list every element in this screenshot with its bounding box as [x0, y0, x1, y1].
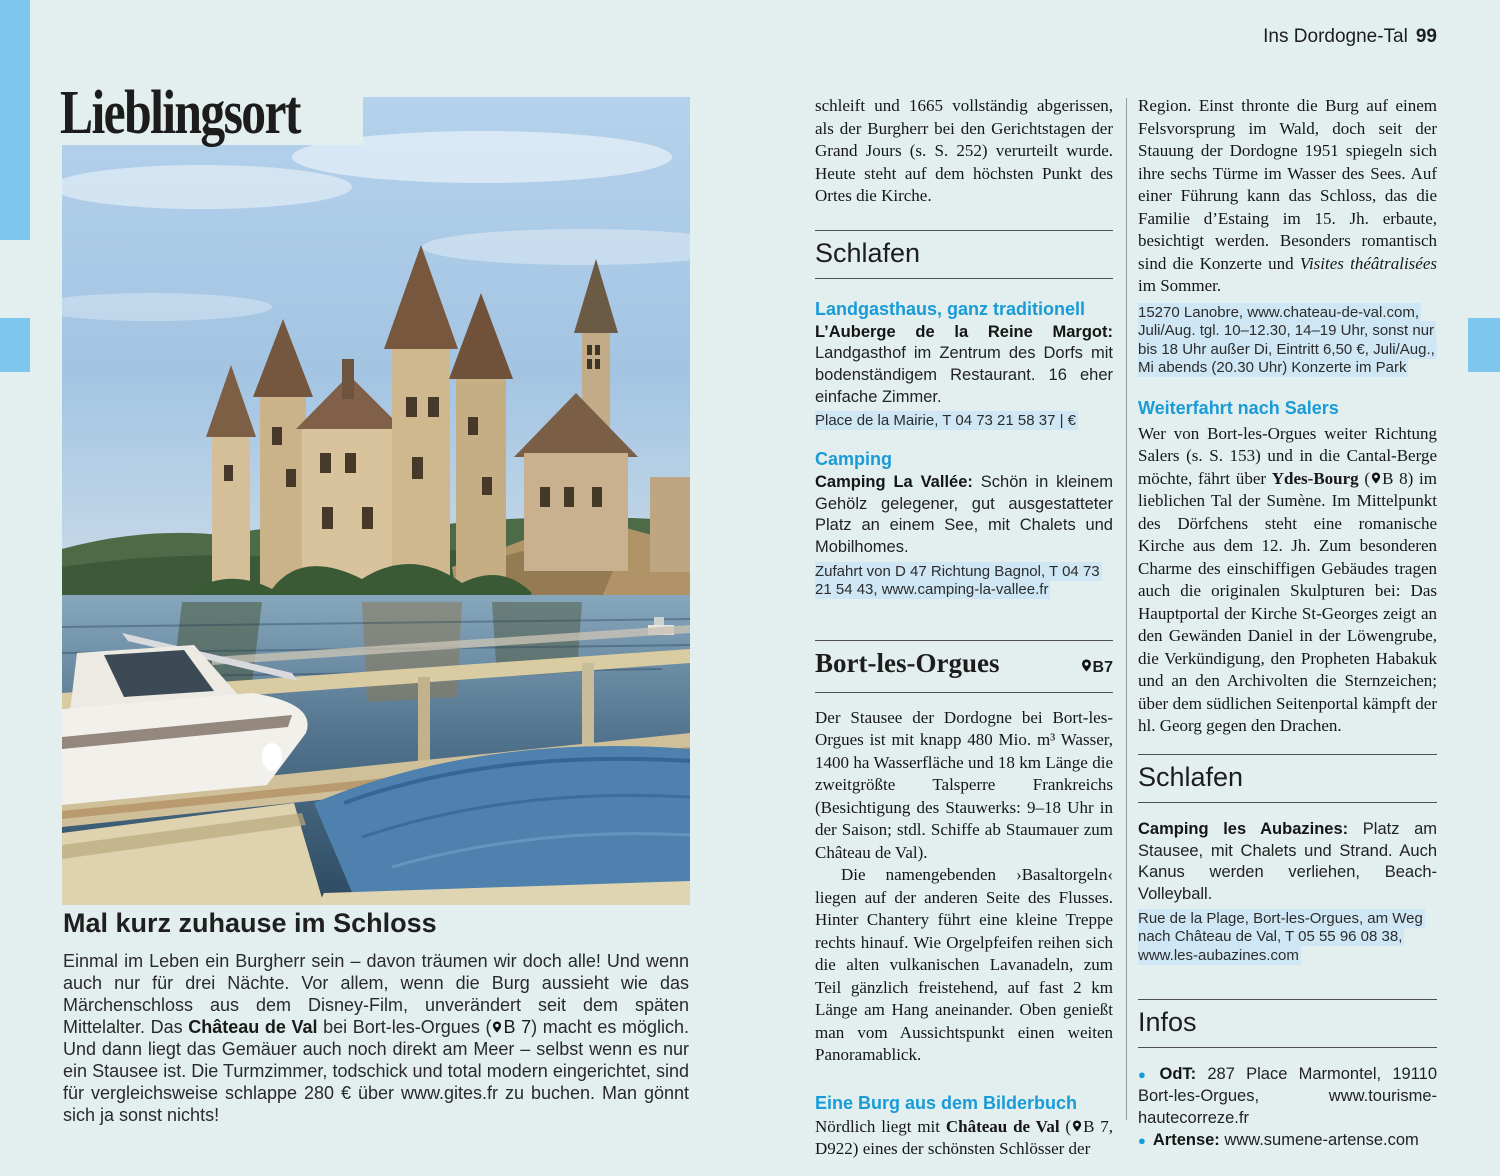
- bullet-icon: ●: [1138, 1132, 1146, 1148]
- column-right: [1138, 95, 1437, 1152]
- feature-text-3: ) macht es möglich. Und dann liegt das Gemäuer auch noch direkt am Meer – selbst wenn es nur ein Stausee ist. Die Turmzimmer, todschick und total modern eingerichtet, sind für vergleichsweise schlappe 280 € über www.gites.fr zu buchen. Man gönnt sich ja sonst nichts!: [63, 1017, 689, 1125]
- entry-auberge: [815, 322, 1113, 409]
- bort-paragraph-2: Die namengebenden ›Basaltorgeln‹ liegen auf der anderen Seite des Flusses. Hinter Chantery führt eine kleine Treppe rechts hinauf. Wie Orgelpfeifen reihen sich die alten vulkanischen Lavanadeln, zum Teil gänzlich freistehend, auf fast 2 km Länge am Hang aneinander. Oben genießt man vom Aussichtspunkt einen weiten Panoramablick.: [815, 865, 1113, 1065]
- section-heading-infos: Infos: [1138, 999, 1437, 1048]
- entry-camping: [815, 472, 1113, 559]
- left-edge-accent-bar: [0, 0, 30, 240]
- column-divider: [1126, 98, 1127, 1120]
- entry-tagline-camping: Camping: [815, 448, 893, 469]
- entry-name: L’Auberge de la Reine Margot:: [815, 322, 1113, 341]
- burg-paragraph: Nördlich liegt mit Château de Val ( B 7, D922) eines der schönsten Schlösser der: [815, 1116, 1114, 1159]
- entry-text: Landgasthof im Zentrum des Dorfs mit bodenständigem Restaurant. 16 eher einfache Zimmer.: [815, 344, 1113, 406]
- chateau-paragraph: Region. Einst thronte die Burg auf einem Felsvorsprung im Wald, doch seit der Stauung der Dordogne 1951 spiegeln sich ihre sechs Türme im Wasser des Sees. Auf einer Führung kann das Schloss, das die Familie d’Estaing im 15. Jh. erbaute, besichtigt werden. Besonders romantisch sind die Konzerte und Visites théâtralisées im Sommer.: [1138, 96, 1438, 295]
- location-pin-icon: [1370, 469, 1382, 488]
- entry-text: Platz am Stausee, mit Chalets und Strand. Auch Kanus werden verliehen, Beach-Volleyball.: [1138, 819, 1437, 903]
- entry-text: Schön in kleinem Gehölz gelegener, gut ausgestatteter Platz an einem See, mit Chalets und Mobilhomes.: [815, 472, 1113, 557]
- bort-paragraph-1: Der Stausee der Dordogne bei Bort-les-Orgues ist mit knapp 480 Mio. m³ Wasser, 1400 ha Wasserfläche und 18 km Länge die zweitgrößte Talsperre Frankreichs (Besichtigung des Stauwerks: 9–18 Uhr in der Saison; stdl. Schiffe ab Staumauer zum Château de Val).: [815, 707, 1113, 862]
- feature-text-2: bei Bort-les-Orgues (: [317, 1017, 492, 1037]
- burg-map-ref: B 7,: [1083, 1116, 1114, 1136]
- info-item-artense: ● Artense: www.sumene-artense.com: [1138, 1130, 1419, 1149]
- feature-map-ref: B 7: [503, 1017, 532, 1037]
- column-middle: [815, 95, 1113, 1161]
- feature-paragraph: [63, 950, 689, 1126]
- chateau-italic: Visites théâtralisées: [1299, 253, 1438, 273]
- chateau-de-val-photo-illustration: [62, 97, 690, 905]
- feature-text-1: Einmal im Leben ein Burgherr sein – davon träumen wir doch alle! Und wenn auch nur für drei Nächte. Vor allem, wenn die Burg aussieht wie das Märchenschloss aus dem Disney-Film, unverändert seit dem späten Mittelalter. Das: [63, 951, 689, 1037]
- right-chapter-tab: [1468, 318, 1500, 372]
- location-pin-icon: [1071, 1117, 1083, 1136]
- location-pin-icon: [491, 1017, 503, 1037]
- section-heading-schlafen-mid: Schlafen: [815, 230, 1113, 279]
- page-number-right: 99: [1415, 26, 1437, 47]
- bullet-icon: ●: [1138, 1067, 1153, 1083]
- chapter-title: Ins Dordogne-Tal: [1263, 26, 1408, 47]
- section-heading-bort-les-orgues: [815, 640, 1113, 693]
- entry-address-auberge: Place de la Mairie, T 04 73 21 58 37 | €: [815, 412, 1077, 430]
- entry-address-camping: Zufahrt von D 47 Richtung Bagnol, T 04 73 21 54 43, www.camping-la-vallee.fr: [815, 562, 1100, 599]
- feature-heading: Mal kurz zuhause im Schloss: [63, 908, 437, 938]
- salers-map-ref: B 8: [1382, 468, 1408, 488]
- entry-tagline-auberge: Landgasthaus, ganz traditionell: [815, 298, 1086, 319]
- section-heading-schlafen-right: Schlafen: [1138, 754, 1437, 803]
- feature-castle-name: Château de Val: [188, 1017, 318, 1037]
- town-map-ref: B7: [1080, 651, 1113, 684]
- town-name: Bort-les-Orgues: [815, 647, 1000, 678]
- entry-aubazines: [1138, 819, 1437, 906]
- running-head: [1263, 26, 1437, 48]
- entry-name: Camping les Aubazines:: [1138, 819, 1349, 838]
- info-item-odt: ● OdT: 287 Place Marmontel, 19110 Bort-les-Orgues, www.tourisme-hautecorreze.fr: [1138, 1065, 1437, 1128]
- subhead-burg: Eine Burg aus dem Bilderbuch: [815, 1092, 1078, 1113]
- entry-address-aubazines: Rue de la Plage, Bort-les-Orgues, am Weg nach Château de Val, T 05 55 96 08 38, www.les-aubazines.com: [1138, 909, 1423, 964]
- subhead-salers: Weiterfahrt nach Salers: [1138, 397, 1339, 418]
- left-chapter-tab: [0, 318, 30, 372]
- salers-paragraph: Wer von Bort-les-Orgues weiter Richtung Salers (s. S. 153) und in die Cantal-Berge möchte, fährt über Ydes-Bourg ( B 8) im lieblichen Tal der Sumène. Im Mittelpunkt des Dörfchens steht eine romanische Kirche aus dem 12. Jh. Zum besonderen Charme des einschiffigen Gebäudes tragen auch die originalen Skulpturen bei: Das Hauptportal der Kirche St-Georges zeigt an den Gewänden Daniel in der Löwengrube, die Verkündigung, den Propheten Habakuk und an den Archivolten die Sternzeichen; über dem südlichen Seitenportal kämpft der hl. Georg gegen den Drachen.: [1138, 423, 1437, 736]
- entry-name: Camping La Vallée:: [815, 472, 973, 491]
- intro-paragraph: schleift und 1665 vollständig abgerissen, als der Burgherr bei den Gerichtstagen der Grand Jours (s. S. 252) verurteilt wurde. Heute steht auf dem höchsten Punkt des Ortes die Kirche.: [815, 96, 1113, 205]
- feature-title: Lieblingsort: [60, 79, 300, 147]
- location-pin-icon: [1080, 659, 1093, 676]
- castle-photo: [62, 97, 690, 905]
- chateau-address: 15270 Lanobre, www.chateau-de-val.com, Juli/Aug. tgl. 10–12.30, 14–19 Uhr, sonst nur bis 18 Uhr außer Di, Eintritt 6,50 €, Juli/Aug., Mi abends (20.30 Uhr) Konzerte im Park: [1138, 303, 1435, 377]
